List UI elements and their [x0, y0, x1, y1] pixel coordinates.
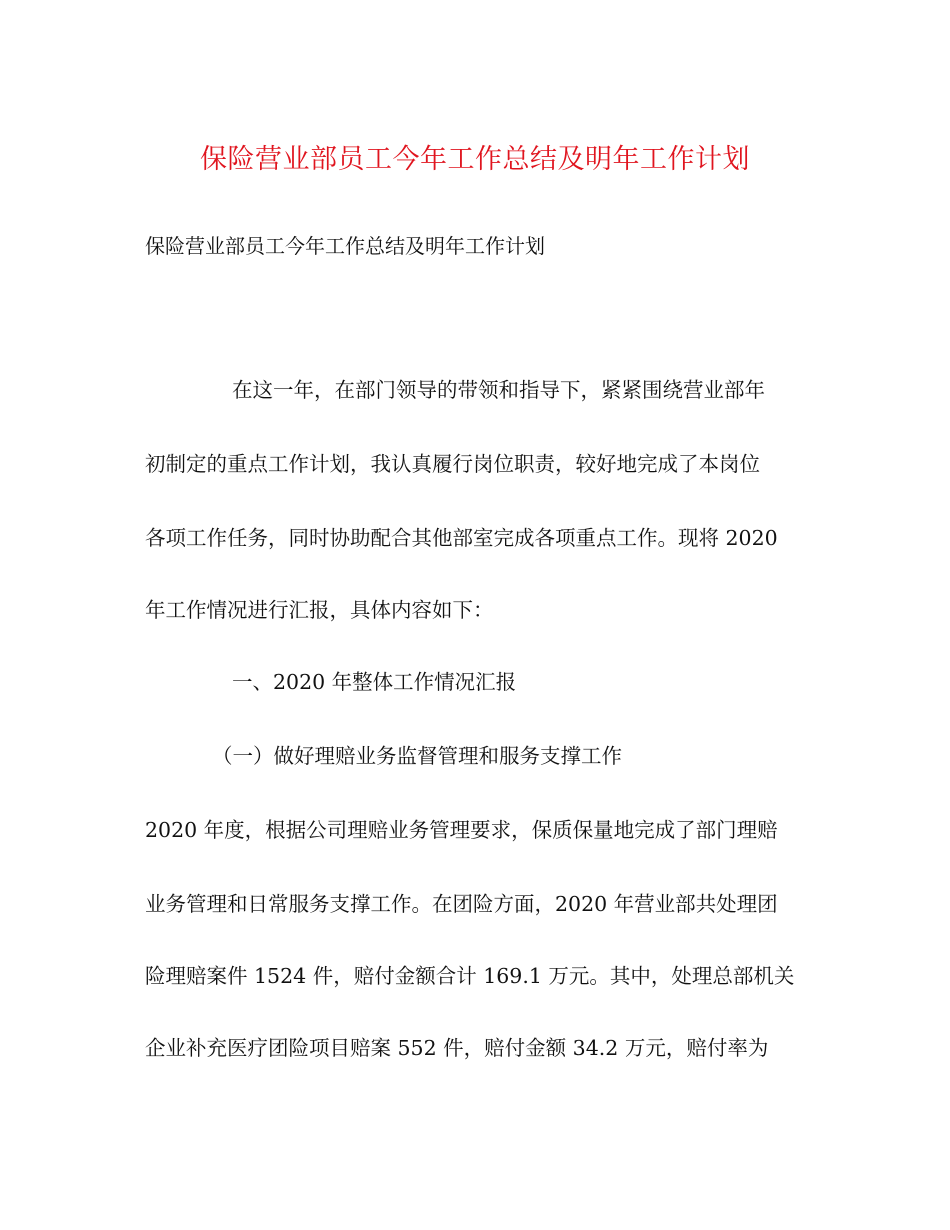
- section-heading: 一、2020 年整体工作情况汇报: [232, 670, 517, 694]
- paragraph-line: 企业补充医疗团险项目赔案 552 件，赔付金额 34.2 万元，赔付率为: [145, 1036, 769, 1060]
- document-subtitle: 保险营业部员工今年工作总结及明年工作计划: [145, 234, 545, 258]
- paragraph-line: 险理赔案件 1524 件，赔付金额合计 169.1 万元。其中，处理总部机关: [145, 964, 795, 988]
- paragraph-line: 业务管理和日常服务支撑工作。在团险方面，2020 年营业部共处理团: [145, 892, 778, 916]
- paragraph-line: 年工作情况进行汇报，具体内容如下：: [145, 598, 494, 622]
- document-title: 保险营业部员工今年工作总结及明年工作计划: [200, 144, 750, 175]
- subsection-heading: （一）做好理赔业务监督管理和服务支撑工作: [212, 744, 622, 768]
- paragraph-line: 各项工作任务，同时协助配合其他部室完成各项重点工作。现将 2020: [145, 526, 778, 550]
- paragraph-line: 在这一年，在部门领导的带领和指导下，紧紧围绕营业部年: [232, 378, 765, 402]
- paragraph-line: 2020 年度，根据公司理赔业务管理要求，保质保量地完成了部门理赔: [145, 818, 778, 842]
- paragraph-line: 初制定的重点工作计划，我认真履行岗位职责，较好地完成了本岗位: [145, 452, 760, 476]
